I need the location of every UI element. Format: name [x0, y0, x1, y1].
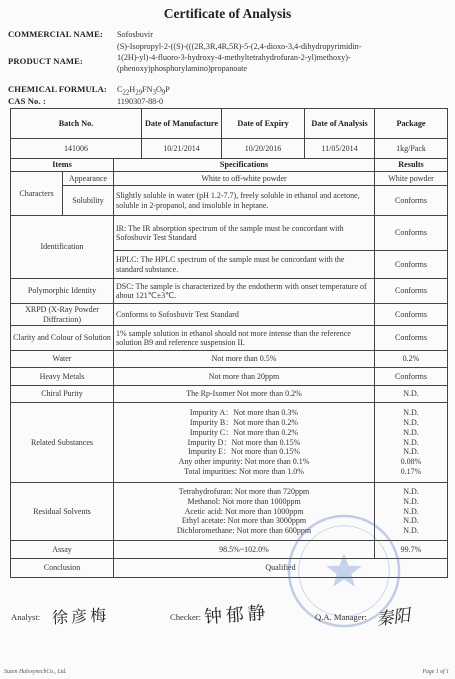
- residual-solvents-results: [375, 483, 448, 541]
- table-row: [11, 541, 448, 559]
- table-row: [11, 386, 448, 403]
- related-substances-specs: [114, 403, 375, 483]
- water-spec: Not more than 0.5%: [114, 351, 375, 368]
- impurity-spec: Any other impurity: Not more than 0.1%: [178, 457, 310, 467]
- qa-manager-label: Q.A. Manager:: [315, 612, 367, 622]
- heavy-metals-spec: Not more than 20ppm: [114, 368, 375, 386]
- expiry-date: 10/20/2016: [222, 139, 305, 159]
- table-row: [11, 403, 448, 483]
- table-row: [11, 279, 448, 304]
- checker-signature: 钟 郁 静: [203, 602, 266, 629]
- residual-solvents-label: Residual Solvents: [11, 483, 114, 541]
- hplc-spec: HPLC: The HPLC spectrum of the sample must be concordant with the standard substance.: [114, 251, 375, 279]
- appearance-spec: White to off-white powder: [114, 172, 375, 186]
- table-row: [11, 216, 448, 251]
- table-row: [11, 172, 448, 186]
- solubility-spec: Slightly soluble in water (pH 1.2-7.7), freely soluble in ethanol and acetone, soluble in 2-propanol, and insoluble in heptane.: [114, 186, 375, 216]
- solubility-result: Conforms: [375, 186, 448, 216]
- analyst-label: Analyst:: [11, 612, 41, 622]
- assay-spec: 98.5%~102.0%: [114, 541, 375, 559]
- chiral-purity-result: N.D.: [375, 386, 448, 403]
- manufacture-date: 10/21/2014: [142, 139, 222, 159]
- chiral-purity-spec: The Rp-Isomer Not more than 0.2%: [114, 386, 375, 403]
- impurity-spec: Impurity A：Not more than 0.3%: [189, 407, 299, 417]
- batch-header-row: [11, 109, 448, 139]
- xrpd-label: XRPD (X-Ray Powder Diffraction): [11, 304, 114, 326]
- product-name-label: PRODUCT NAME:: [8, 56, 83, 66]
- heavy-metals-label: Heavy Metals: [11, 368, 114, 386]
- chemical-formula-label: CHEMICAL FORMULA:: [8, 84, 107, 94]
- results-header: Results: [375, 159, 448, 172]
- xrpd-spec: Conforms to Sofosbuvir Test Standard: [114, 304, 375, 326]
- appearance-result: White powder: [375, 172, 448, 186]
- impurity-result: 0.17%: [400, 467, 422, 477]
- polymorphic-spec: DSC: The sample is characterized by the endotherm with onset temperature of about 121℃±3℃.: [114, 279, 375, 304]
- page-title: Certificate of Analysis: [163, 6, 292, 21]
- product-name-line: (phenoxy)phosphorylamino)propanoate: [117, 64, 248, 74]
- solvent-spec: Acetic acid: Not more than 1000ppm: [184, 506, 304, 516]
- table-row: [11, 559, 448, 578]
- specifications-header: Specifications: [114, 159, 375, 172]
- assay-label: Assay: [11, 541, 114, 559]
- checker-label: Checker:: [170, 612, 202, 622]
- impurity-spec: Impurity E：Not more than 0.15%: [188, 447, 300, 457]
- impurity-result: N.D.: [403, 417, 419, 427]
- residual-solvents-specs: [114, 483, 375, 541]
- solvent-result: N.D.: [403, 526, 419, 536]
- spec-header-row: [11, 159, 448, 172]
- batch-row: [11, 139, 448, 159]
- solvent-spec: Tetrahydrofuran: Not more than 720ppm: [178, 486, 310, 496]
- table-row: [11, 483, 448, 541]
- package: 1kg/Pack: [375, 139, 448, 159]
- impurity-spec: Total impurities: Not more than 1.0%: [184, 467, 304, 477]
- product-name-line: 1(2H)-yl)-4-fluoro-3-hydroxy-4-methyltetrahydrofuran-2-yl)methoxy)-: [117, 53, 351, 63]
- batch-no-header: Batch No.: [11, 109, 142, 139]
- clarity-spec: 1% sample solution in ethanol should not more intense than the reference solution B9 and reference suspension II.: [114, 326, 375, 351]
- impurity-result: N.D.: [403, 407, 419, 417]
- water-result: 0.2%: [375, 351, 448, 368]
- related-substances-results: [375, 403, 448, 483]
- identification-label: Identification: [11, 216, 114, 279]
- analysis-table: [10, 108, 448, 578]
- footer-page-number: Page 1 of 1: [422, 669, 449, 675]
- footer-company: Suzen HalosynechCo., Ltd.: [4, 669, 67, 675]
- ir-result: Conforms: [375, 216, 448, 251]
- solvent-spec: Dichloromethane: Not more than 600ppm: [176, 526, 312, 536]
- solubility-label: Solubility: [63, 186, 114, 216]
- impurity-result: 0.08%: [400, 457, 422, 467]
- solvent-result: N.D.: [403, 506, 419, 516]
- polymorphic-label: Polymorphic Identity: [11, 279, 114, 304]
- table-row: [11, 186, 448, 216]
- items-header: Items: [11, 159, 114, 172]
- chemical-formula-value: $C_{22}H_{29}FN_3O_9P$: [117, 85, 170, 97]
- table-row: [11, 351, 448, 368]
- analysis-date: 11/05/2014: [305, 139, 375, 159]
- commercial-name-label: COMMERCIAL NAME:: [8, 29, 103, 39]
- commercial-name-value: Sofosbuvir: [117, 30, 153, 39]
- batch-no: 141006: [11, 139, 142, 159]
- solvent-spec: Ethyl acetate: Not more than 3000ppm: [181, 516, 307, 526]
- clarity-result: Conforms: [375, 326, 448, 351]
- impurity-spec: Impurity B：Not more than 0.2%: [189, 417, 299, 427]
- package-header: Package: [375, 109, 448, 139]
- heavy-metals-result: Conforms: [375, 368, 448, 386]
- cas-label: CAS No. :: [8, 96, 46, 106]
- product-name-line: (S)-Isopropyl-2-((S)-(((2R,3R,4R,5R)-5-(2,4-dioxo-3,4-dihydropyrimidin-: [117, 42, 362, 51]
- solvent-spec: Methanol: Not more than 1000ppm: [187, 496, 301, 506]
- impurity-result: N.D.: [403, 437, 419, 447]
- water-label: Water: [11, 351, 114, 368]
- xrpd-result: Conforms: [375, 304, 448, 326]
- solvent-result: N.D.: [403, 486, 419, 496]
- related-substances-label: Related Substances: [11, 403, 114, 483]
- impurity-result: N.D.: [403, 447, 419, 457]
- polymorphic-result: Conforms: [375, 279, 448, 304]
- solvent-result: N.D.: [403, 496, 419, 506]
- ir-spec: IR: The IR absorption spectrum of the sample must be concordant with Sofosbuvir Test Standard: [114, 216, 375, 251]
- assay-result: 99.7%: [375, 541, 448, 559]
- cas-value: 1190307-88-0: [117, 97, 164, 106]
- solvent-result: N.D.: [403, 516, 419, 526]
- manufacture-date-header: Date of Manufacture: [142, 109, 222, 139]
- hplc-result: Conforms: [375, 251, 448, 279]
- characters-label: Characters: [11, 172, 63, 216]
- impurity-spec: Impurity C：Not more than 0.2%: [189, 427, 299, 437]
- analyst-signature: 徐 彦 梅: [51, 605, 106, 628]
- impurity-result: N.D.: [403, 427, 419, 437]
- appearance-label: Appearance: [63, 172, 114, 186]
- qa-manager-signature: 秦阳: [375, 605, 412, 631]
- conclusion-value: Qualified: [114, 559, 448, 578]
- conclusion-label: Conclusion: [11, 559, 114, 578]
- expiry-date-header: Date of Expiry: [222, 109, 305, 139]
- table-row: [11, 304, 448, 326]
- clarity-label: Clarity and Colour of Solution: [11, 326, 114, 351]
- chiral-purity-label: Chiral Purity: [11, 386, 114, 403]
- analysis-date-header: Date of Analysis: [305, 109, 375, 139]
- impurity-spec: Impurity D：Not more than 0.15%: [187, 437, 301, 447]
- product-name-value: [117, 41, 442, 74]
- table-row: [11, 368, 448, 386]
- table-row: [11, 326, 448, 351]
